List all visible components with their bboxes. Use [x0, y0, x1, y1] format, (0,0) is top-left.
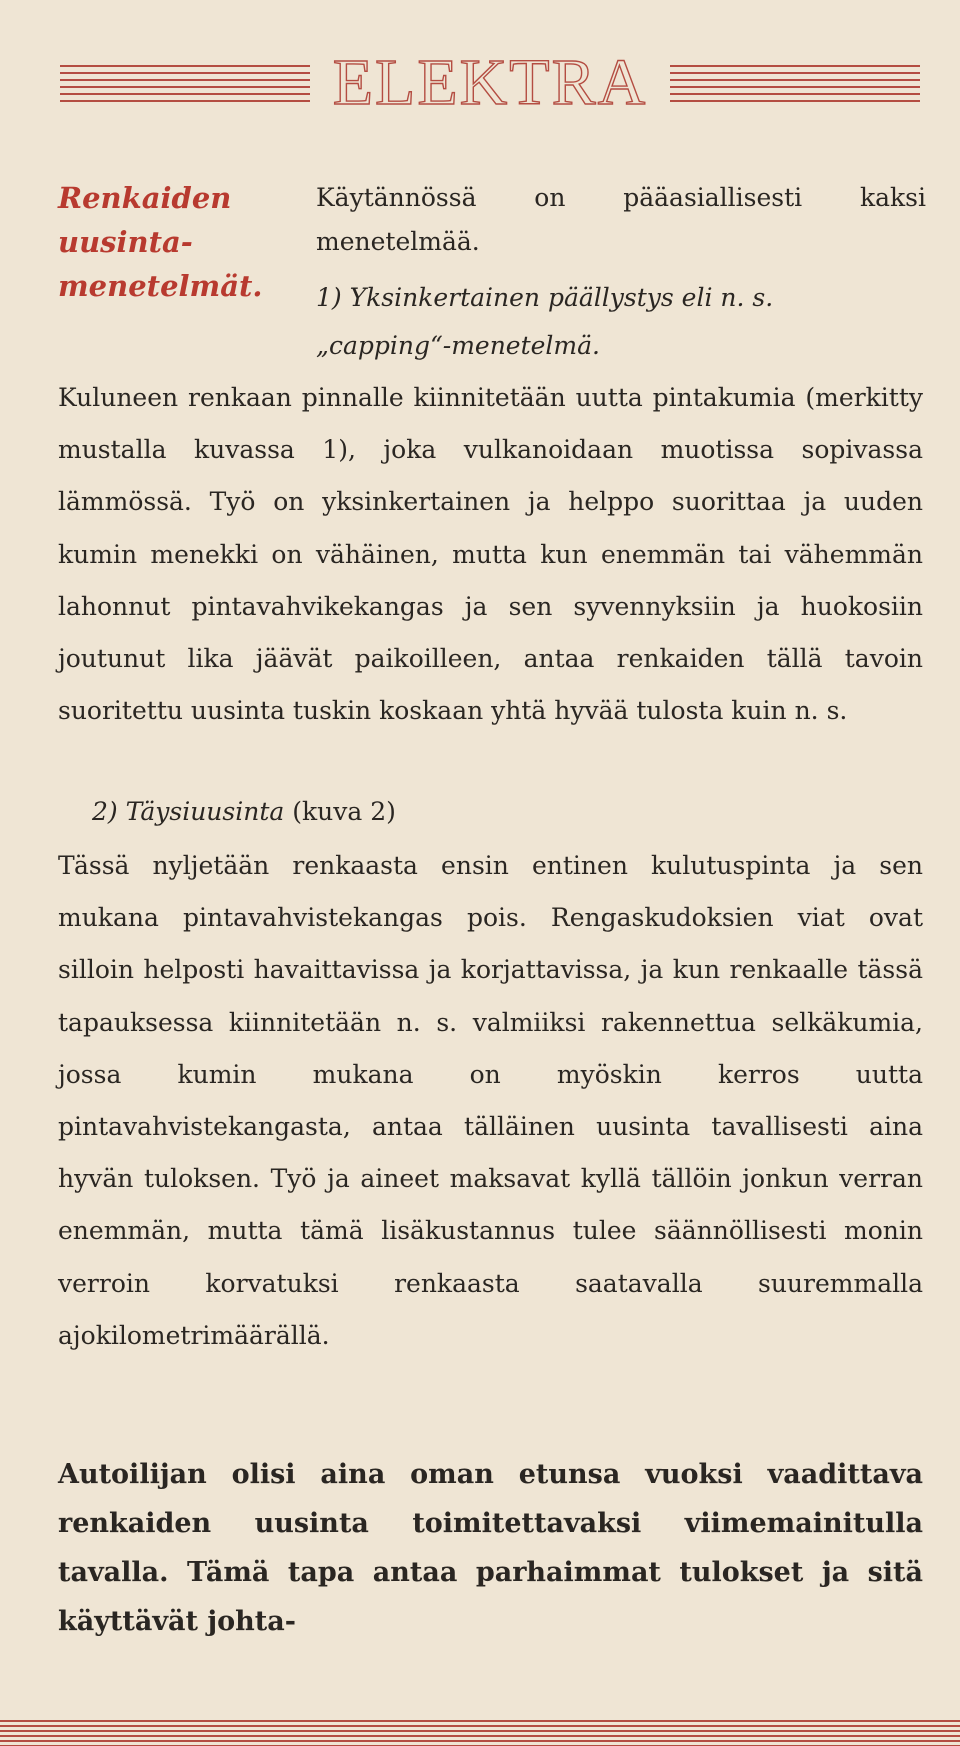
side-title-line-2: uusinta- — [58, 225, 193, 259]
method-1-paragraph: Kuluneen renkaan pinnalle kiinnitetään uutta pintakumia (merkitty mustalla kuvassa 1), joka vulkanoidaan muotissa sopivassa lämmössä. Työ on yksinkertainen ja helppo suorittaa ja uuden kumin menekki on vähäinen, mutta kun enemmän tai vähemmän lahonnut pintavahvikekangas ja sen syvennyksiin ja huokosiin joutunut lika jäävät paikoilleen, antaa renkaiden tällä tavoin suoritettu uusinta tuskin koskaan yhtä hyvää tulosta kuin n. s. — [58, 383, 923, 726]
masthead-rules-left — [60, 60, 310, 106]
side-title-line-3: menetelmät. — [58, 269, 263, 303]
method-1-heading: 1) Yksinkertainen päällystys eli n. s. — [316, 283, 774, 312]
section-side-title — [58, 176, 298, 308]
masthead-rules-right — [670, 60, 920, 106]
intro-paragraph: Käytännössä on pääasiallisesti kaksi menetelmää. — [316, 183, 926, 256]
conclusion-paragraph: Autoilijan olisi aina oman etunsa vuoksi vaadittava renkaiden uusinta toimitettavaksi viimemainitulla tavalla. Tämä tapa antaa parhaimmat tulokset ja sitä käyttävät johta- — [58, 1459, 923, 1637]
bottom-rules — [0, 1720, 960, 1746]
method-2-heading — [92, 790, 692, 834]
method-2-heading-note: (kuva 2) — [292, 797, 396, 826]
side-title-line-1: Renkaiden — [58, 181, 232, 215]
masthead — [60, 48, 920, 118]
masthead-title: ELEKTRA — [332, 46, 648, 119]
method-1-heading-continued: „capping“-menetelmä. — [316, 331, 600, 360]
method-2-paragraph: Tässä nyljetään renkaasta ensin entinen kulutuspinta ja sen mukana pintavahvistekangas pois. Rengaskudoksien viat ovat silloin helposti havaittavissa ja korjattavissa, ja kun renkaalle tässä tapauksessa kiinnitetään n. s. valmiiksi rakennettua selkäkumia, jossa kumin mukana on myöskin kerros uutta pintavahvistekangasta, antaa tälläinen uusinta tavallisesti aina hyvän tuloksen. Työ ja aineet maksavat kyllä tällöin jonkun verran enemmän, mutta tämä lisäkustannus tulee säännöllisesti monin verroin korvatuksi renkaasta saatavalla suuremmalla ajokilometrimäärällä. — [58, 851, 923, 1350]
method-2-heading-title: 2) Täysiuusinta — [92, 797, 285, 826]
